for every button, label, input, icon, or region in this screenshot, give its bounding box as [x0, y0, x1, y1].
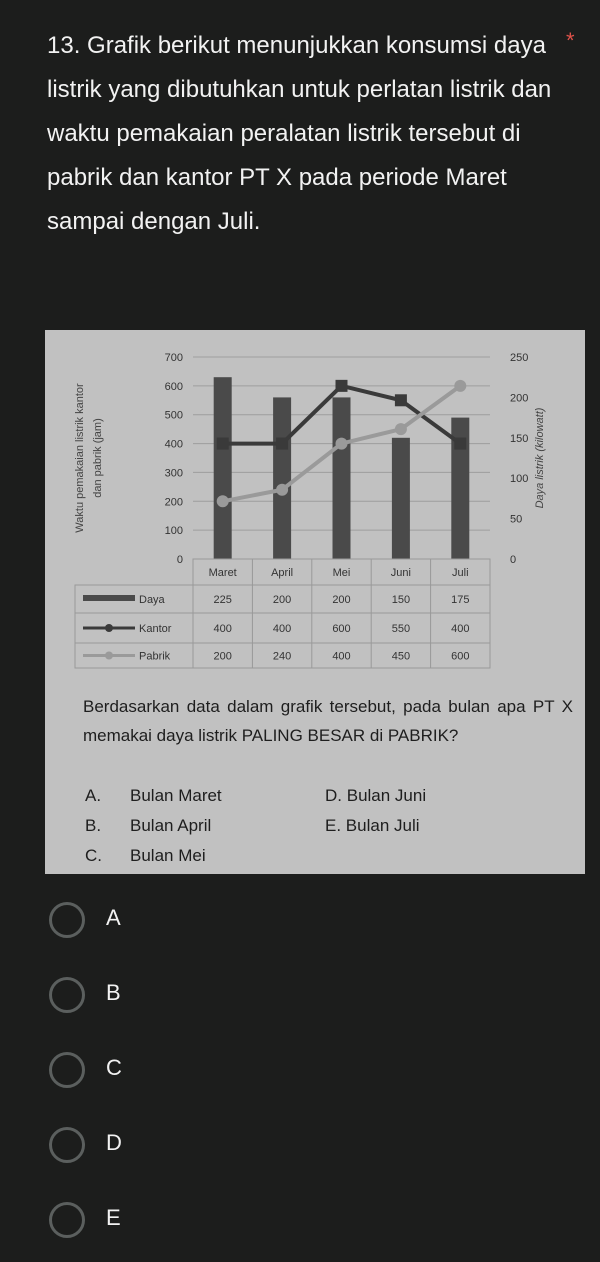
data-label-daya: 150 [391, 594, 411, 606]
data-label-daya: 200 [332, 594, 351, 606]
marker-kantor [336, 380, 348, 392]
left-tick-label: 500 [164, 409, 183, 422]
answer-option-c[interactable] [0, 1052, 600, 1112]
left-tick-label: 400 [164, 438, 183, 451]
left-tick-label: 300 [164, 467, 183, 480]
figure-option-b: B. Bulan April [85, 816, 212, 835]
bar-daya [214, 377, 232, 559]
data-label-daya: 175 [451, 594, 470, 606]
radio-circle-icon[interactable] [49, 1202, 85, 1238]
answer-label: A [106, 905, 121, 930]
data-label-pabrik: 450 [391, 650, 411, 663]
marker-pabrik [336, 438, 348, 450]
right-axis-title: Daya listrik (kilowatt) [534, 407, 546, 509]
data-label-pabrik: 200 [213, 650, 232, 663]
radio-circle-icon[interactable] [49, 1127, 85, 1163]
marker-pabrik [454, 380, 466, 392]
radio-circle-icon[interactable] [49, 977, 85, 1013]
category-label: Maret [208, 567, 237, 579]
bar-daya [273, 397, 291, 559]
data-label-pabrik: 400 [332, 650, 351, 663]
right-tick-label: 150 [510, 432, 529, 445]
required-mark: * [566, 28, 575, 53]
answer-option-d[interactable] [0, 1127, 600, 1187]
figure-prompt: Berdasarkan data dalam grafik tersebut, pada bulan apa PT X memakai daya listrik PALING BESAR di PABRIK? [83, 697, 573, 745]
left-tick-label: 700 [164, 352, 183, 364]
question-text: 13. Grafik berikut menunjukkan konsumsi daya listrik yang dibutuhkan untuk perlatan listrik dan waktu pemakaian peralatan listrik tersebut di pabrik dan kantor PT X pada periode Maret sampai dengan Juli. [47, 32, 552, 235]
bar-daya [392, 438, 410, 559]
data-label-daya: 225 [213, 594, 232, 606]
question-figure [45, 330, 585, 874]
right-tick-label: 50 [510, 513, 523, 526]
category-label: Juli [452, 567, 469, 579]
figure-option-e: E. Bulan Juli [325, 816, 420, 835]
left-axis-title-line1: Waktu pemakaian listrik kantor [74, 383, 86, 533]
legend-marker-pabrik [105, 652, 113, 660]
marker-pabrik [276, 484, 288, 496]
legend-swatch-daya [83, 595, 135, 601]
marker-kantor [395, 394, 407, 406]
marker-pabrik [217, 495, 229, 507]
radio-circle-icon[interactable] [49, 902, 85, 938]
legend-label-daya: Daya [139, 594, 165, 606]
legend-label-pabrik: Pabrik [139, 650, 171, 663]
data-label-kantor: 600 [332, 623, 351, 635]
answer-label: D [106, 1130, 122, 1155]
right-tick-label: 250 [510, 352, 529, 364]
left-tick-label: 100 [164, 525, 183, 538]
answer-label: C [106, 1055, 122, 1080]
bar-daya [333, 397, 351, 559]
answer-option-a[interactable] [0, 902, 600, 962]
figure-option-a: A. Bulan Maret [85, 786, 222, 805]
marker-pabrik [395, 423, 407, 435]
answer-label: E [106, 1205, 121, 1230]
right-tick-label: 100 [510, 473, 529, 486]
marker-kantor [217, 438, 229, 450]
left-tick-label: 0 [176, 554, 183, 566]
data-label-kantor: 400 [451, 623, 470, 635]
answer-option-b[interactable] [0, 977, 600, 1037]
legend-label-kantor: Kantor [139, 623, 172, 635]
chart [45, 330, 585, 670]
data-label-kantor: 550 [391, 623, 411, 635]
data-label-daya: 200 [272, 594, 292, 606]
category-label: Juni [390, 567, 411, 579]
data-label-kantor: 400 [213, 623, 232, 635]
figure-option-c: C. Bulan Mei [85, 846, 206, 865]
left-tick-label: 200 [164, 496, 183, 509]
category-label: Mei [332, 567, 351, 579]
left-tick-label: 600 [164, 380, 183, 393]
legend-marker-kantor [105, 624, 113, 632]
figure-option-d: D. Bulan Juni [325, 786, 427, 805]
right-tick-label: 0 [510, 554, 517, 566]
radio-circle-icon[interactable] [49, 1052, 85, 1088]
left-axis-title-line2: dan pabrik (jam) [92, 418, 104, 498]
marker-kantor [454, 438, 466, 450]
data-label-kantor: 400 [272, 623, 292, 635]
data-label-pabrik: 600 [451, 650, 470, 663]
answer-label: B [106, 980, 121, 1005]
data-label-pabrik: 240 [272, 650, 292, 663]
category-label: April [271, 567, 294, 579]
marker-kantor [276, 438, 288, 450]
answer-option-e[interactable] [0, 1202, 600, 1262]
right-tick-label: 200 [510, 392, 529, 405]
